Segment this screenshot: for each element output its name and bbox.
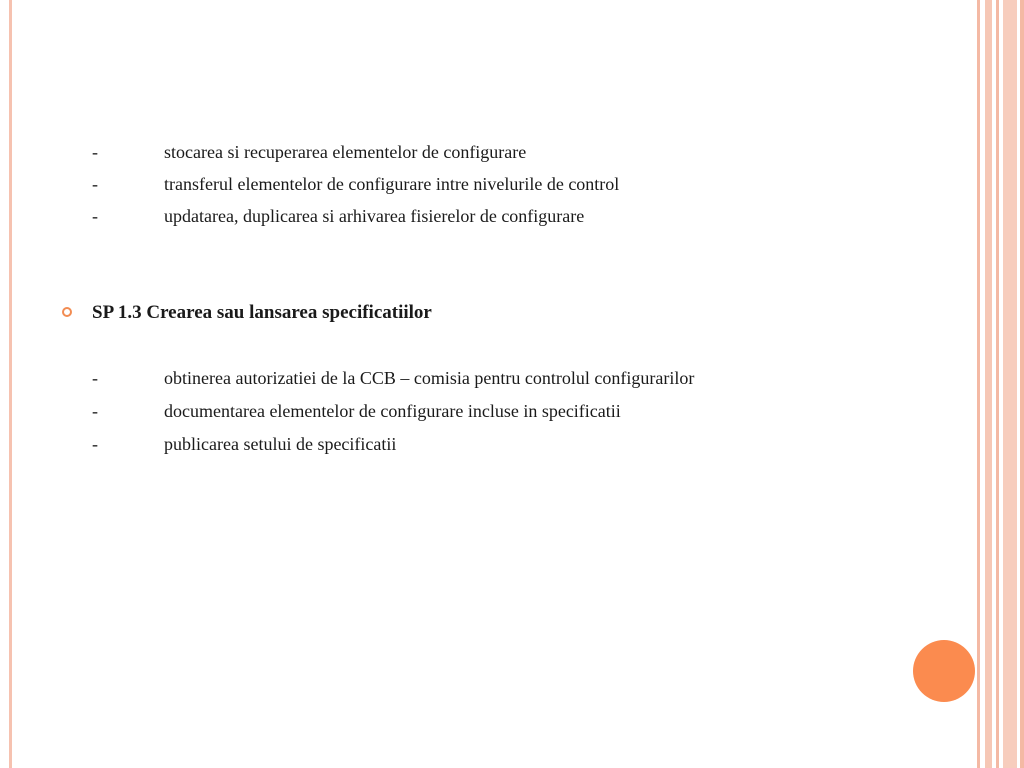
right-border-line	[1020, 0, 1024, 768]
list-item-text: transferul elementelor de configurare intre nivelurile de control	[164, 174, 620, 194]
list-dash: -	[92, 434, 98, 454]
list-item-text: obtinerea autorizatiei de la CCB – comisia pentru controlul configurarilor	[164, 368, 695, 388]
accent-circle	[913, 640, 975, 702]
list-item	[0, 205, 900, 227]
list-dash: -	[92, 174, 98, 194]
list-item-text: updatarea, duplicarea si arhivarea fisierelor de configurare	[164, 206, 585, 226]
list-item-text: documentarea elementelor de configurare incluse in specificatii	[164, 401, 621, 421]
list-item	[0, 433, 900, 455]
list-item-text: publicarea setului de specificatii	[164, 434, 397, 454]
right-border-line	[985, 0, 992, 768]
list-item	[0, 400, 900, 422]
list-dash: -	[92, 368, 98, 388]
list-dash: -	[92, 401, 98, 421]
list-item-text: stocarea si recuperarea elementelor de configurare	[164, 142, 527, 162]
right-border-line	[1003, 0, 1017, 768]
list-item	[0, 141, 900, 163]
list-item	[0, 173, 900, 195]
section-heading: SP 1.3 Crearea sau lansarea specificatiilor	[92, 302, 432, 323]
list-item	[0, 367, 900, 389]
list-dash: -	[92, 206, 98, 226]
right-border-line	[996, 0, 999, 768]
right-border-line	[977, 0, 980, 768]
list-dash: -	[92, 142, 98, 162]
circle-bullet-icon	[62, 307, 72, 317]
